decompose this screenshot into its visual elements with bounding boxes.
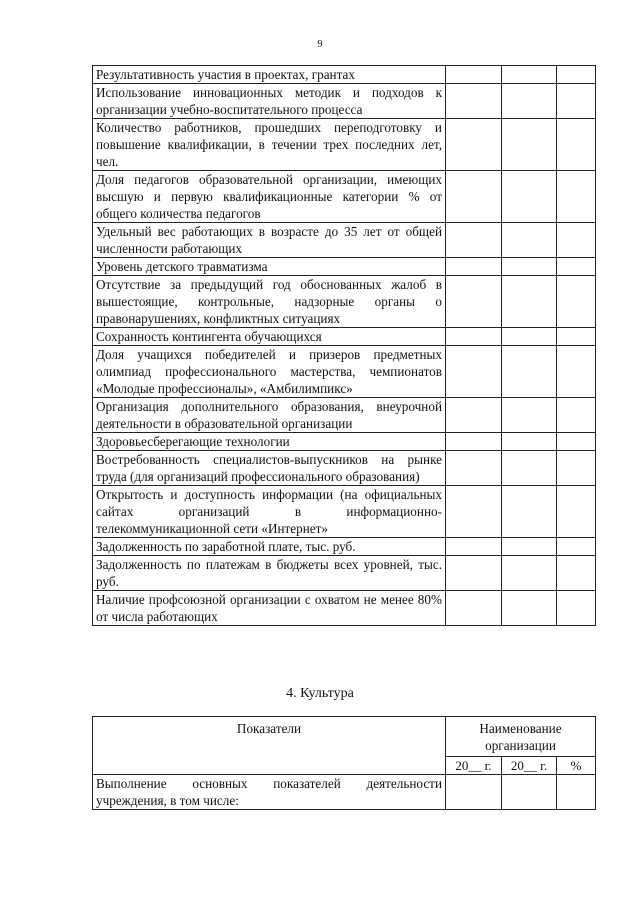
value-cell: [502, 775, 557, 810]
indicator-row: [93, 223, 596, 258]
value-cell: [446, 328, 502, 346]
header-indicators: Показатели: [93, 717, 446, 775]
value-cell: [502, 258, 557, 276]
indicator-row: [93, 433, 596, 451]
indicator-label: Востребованность специалистов-выпускников на рынке труда (для организаций профессионального образования): [93, 451, 446, 486]
indicator-row: [93, 591, 596, 626]
value-cell: [557, 538, 596, 556]
value-cell: [502, 486, 557, 538]
value-cell: [557, 66, 596, 84]
value-cell: [557, 591, 596, 626]
value-cell: [446, 66, 502, 84]
indicator-row: [93, 258, 596, 276]
value-cell: [557, 119, 596, 171]
indicator-label: Здоровьесберегающие технологии: [93, 433, 446, 451]
value-cell: [502, 66, 557, 84]
indicator-row: [93, 328, 596, 346]
value-cell: [502, 591, 557, 626]
indicator-label: Доля педагогов образовательной организации, имеющих высшую и первую квалификационные категории % от общего количества педагогов: [93, 171, 446, 223]
indicator-row: [93, 171, 596, 223]
value-cell: [557, 398, 596, 433]
indicator-row: [93, 486, 596, 538]
value-cell: [446, 119, 502, 171]
value-cell: [557, 775, 596, 810]
indicator-row: [93, 556, 596, 591]
section-heading-culture: 4. Культура: [286, 686, 354, 701]
culture-header-row: [93, 717, 596, 757]
value-cell: [446, 591, 502, 626]
indicator-label: Открытость и доступность информации (на официальных сайтах организаций в информационно-телекоммуникационной сети «Интернет»: [93, 486, 446, 538]
year-column-1: 20__ г.: [446, 757, 502, 775]
education-indicators-table: [92, 65, 596, 626]
header-organization: Наименование организации: [446, 717, 596, 757]
indicator-row: [93, 66, 596, 84]
value-cell: [502, 84, 557, 119]
year-2-prefix: 20: [510, 758, 524, 773]
value-cell: [502, 433, 557, 451]
value-cell: [557, 223, 596, 258]
indicator-row: [93, 451, 596, 486]
indicator-row: [93, 119, 596, 171]
indicator-label: Количество работников, прошедших переподготовку и повышение квалификации, в течении трех последних лет, чел.: [93, 119, 446, 171]
indicator-label: Задолженность по заработной плате, тыс. руб.: [93, 538, 446, 556]
value-cell: [502, 398, 557, 433]
value-cell: [557, 258, 596, 276]
value-cell: [446, 171, 502, 223]
value-cell: [446, 223, 502, 258]
value-cell: [502, 328, 557, 346]
value-cell: [557, 451, 596, 486]
value-cell: [557, 171, 596, 223]
indicator-label: Отсутствие за предыдущий год обоснованных жалоб в вышестоящие, контрольные, надзорные органы о правонарушениях, конфликтных ситуациях: [93, 276, 446, 328]
percent-column: %: [557, 757, 596, 775]
indicator-label: Удельный вес работающих в возрасте до 35 лет от общей численности работающих: [93, 223, 446, 258]
value-cell: [502, 119, 557, 171]
indicator-label: Доля учащихся победителей и призеров предметных олимпиад профессионального мастерства, чемпионатов «Молодые профессионалы», «Амбилимпикс»: [93, 346, 446, 398]
culture-row-label: Выполнение основных показателей деятельности учреждения, в том числе:: [93, 775, 446, 810]
value-cell: [502, 538, 557, 556]
value-cell: [446, 451, 502, 486]
value-cell: [557, 276, 596, 328]
indicator-row: [93, 84, 596, 119]
indicator-row: [93, 276, 596, 328]
page-number: 9: [317, 39, 323, 50]
indicator-label: Результативность участия в проектах, грантах: [93, 66, 446, 84]
value-cell: [502, 276, 557, 328]
value-cell: [446, 398, 502, 433]
indicator-label: Организация дополнительного образования, внеурочной деятельности в образовательной организации: [93, 398, 446, 433]
value-cell: [446, 538, 502, 556]
indicator-row: [93, 398, 596, 433]
year-1-suffix: г.: [484, 758, 492, 773]
indicator-label: Уровень детского травматизма: [93, 258, 446, 276]
year-2-suffix: г.: [540, 758, 548, 773]
value-cell: [446, 84, 502, 119]
indicator-label: Задолженность по платежам в бюджеты всех уровней, тыс. руб.: [93, 556, 446, 591]
value-cell: [502, 346, 557, 398]
value-cell: [502, 171, 557, 223]
value-cell: [446, 556, 502, 591]
value-cell: [446, 258, 502, 276]
culture-indicators-table: [92, 716, 596, 810]
value-cell: [557, 433, 596, 451]
indicator-row: [93, 538, 596, 556]
indicator-label: Наличие профсоюзной организации с охватом не менее 80% от числа работающих: [93, 591, 446, 626]
value-cell: [557, 346, 596, 398]
year-1-prefix: 20: [455, 758, 469, 773]
value-cell: [502, 223, 557, 258]
value-cell: [446, 486, 502, 538]
culture-row: [93, 775, 596, 810]
value-cell: [557, 84, 596, 119]
value-cell: [446, 775, 502, 810]
indicator-row: [93, 346, 596, 398]
value-cell: [446, 276, 502, 328]
value-cell: [446, 346, 502, 398]
value-cell: [557, 328, 596, 346]
value-cell: [557, 486, 596, 538]
value-cell: [446, 433, 502, 451]
value-cell: [502, 451, 557, 486]
value-cell: [557, 556, 596, 591]
indicator-label: Сохранность контингента обучающихся: [93, 328, 446, 346]
year-column-2: 20__ г.: [502, 757, 557, 775]
indicator-label: Использование инновационных методик и подходов к организации учебно-воспитательного процесса: [93, 84, 446, 119]
value-cell: [502, 556, 557, 591]
